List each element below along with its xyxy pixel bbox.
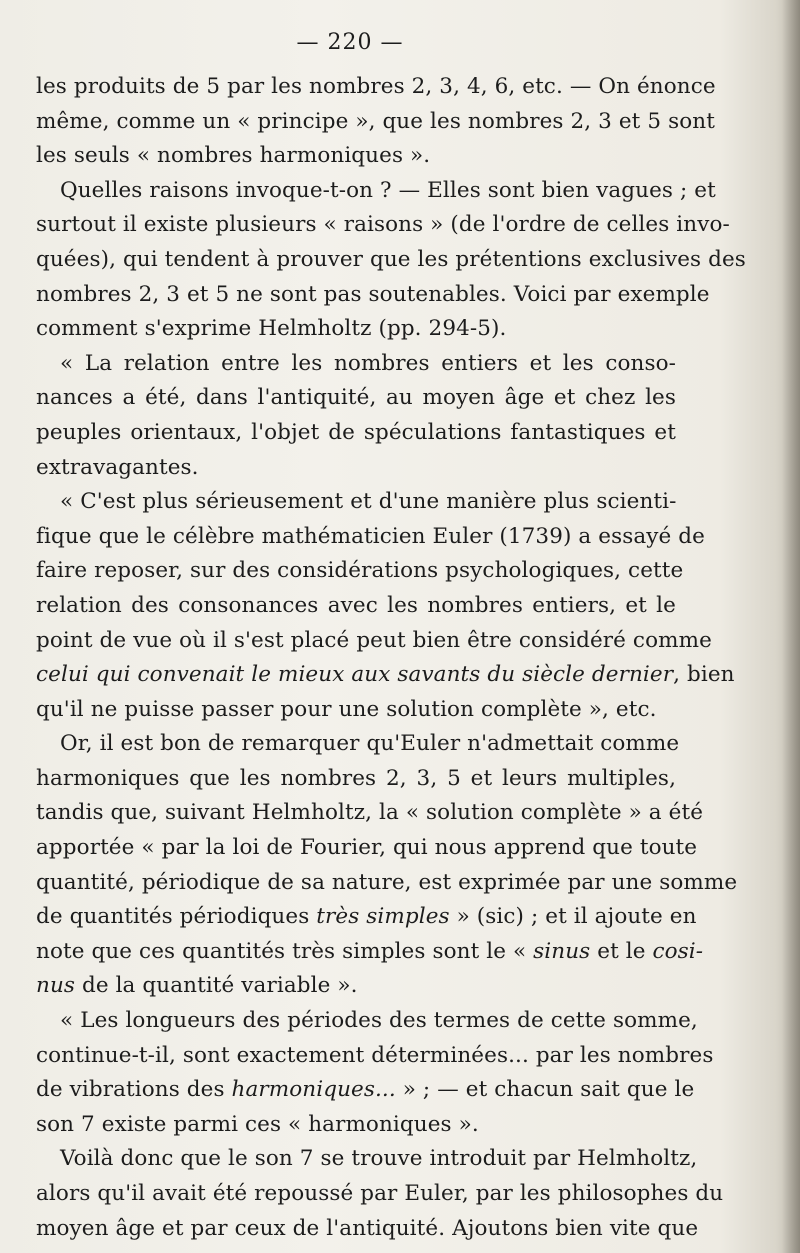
text-segment: de quantités périodiques xyxy=(36,904,317,930)
text-line xyxy=(36,935,704,970)
italic-segment: cosi- xyxy=(652,938,704,964)
italic-segment: nus xyxy=(36,973,76,999)
text-segment: » ; — et chacun sait que le xyxy=(395,1077,695,1103)
italic-segment: celui qui convenait le mieux aux savants du siècle dernier xyxy=(36,662,674,688)
text-line xyxy=(36,658,735,693)
text-line: harmoniques que les nombres 2, 3, 5 et leurs multiples, xyxy=(36,765,676,791)
text-line: quantité, périodique de sa nature, est exprimée par une somme xyxy=(36,869,738,895)
text-line: alors qu'il avait été repoussé par Euler, par les philosophes du xyxy=(36,1181,724,1206)
body-text xyxy=(36,70,746,1246)
text-line: relation des consonances avec les nombres entiers, et le xyxy=(36,592,676,618)
text-line: comment s'exprime Helmholtz (pp. 294-5). xyxy=(36,316,507,342)
text-segment: et le xyxy=(590,938,653,964)
text-line: point de vue où il s'est placé peut bien être considéré comme xyxy=(36,627,712,653)
text-segment: de vibrations des xyxy=(36,1077,232,1103)
text-line: les seuls « nombres harmoniques ». xyxy=(36,143,431,169)
text-line: même, comme un « principe », que les nombres 2, 3 et 5 sont xyxy=(36,108,715,134)
text-line: tandis que, suivant Helmholtz, la « solution complète » a été xyxy=(36,800,704,826)
text-line: « Les longueurs des périodes des termes de cette somme, xyxy=(60,1008,698,1034)
text-line: fique que le célèbre mathématicien Euler (1739) a essayé de xyxy=(36,523,705,549)
page-edge-shadow xyxy=(782,0,800,1253)
text-line: faire reposer, sur des considérations psychologiques, cette xyxy=(36,558,684,584)
text-line: « La relation entre les nombres entiers et les conso- xyxy=(60,350,676,376)
text-line: « C'est plus sérieusement et d'une manière plus scienti- xyxy=(60,489,677,515)
italic-segment: harmoniques... xyxy=(231,1077,396,1103)
italic-segment: très simples xyxy=(316,904,450,930)
text-line: extravagantes. xyxy=(36,454,199,480)
text-line: apportée « par la loi de Fourier, qui nous apprend que toute xyxy=(36,835,698,861)
text-line xyxy=(36,900,697,935)
text-line: quées), qui tendent à prouver que les prétentions exclusives des xyxy=(36,246,746,272)
text-segment: de la quantité variable ». xyxy=(75,973,358,999)
text-segment: , bien xyxy=(673,662,735,688)
text-line: Voilà donc que le son 7 se trouve introduit par Helmholtz, xyxy=(60,1146,698,1172)
text-line: Quelles raisons invoque-t-on ? — Elles sont bien vagues ; et xyxy=(60,177,716,203)
text-line: nombres 2, 3 et 5 ne sont pas soutenables. Voici par exemple xyxy=(36,281,710,307)
text-line xyxy=(36,1073,695,1108)
page-number: — 220 — xyxy=(296,30,404,55)
text-segment: note que ces quantités très simples sont le « xyxy=(36,938,534,964)
italic-segment: sinus xyxy=(533,938,591,964)
text-line: son 7 existe parmi ces « harmoniques ». xyxy=(36,1111,479,1137)
text-line: qu'il ne puisse passer pour une solution complète », etc. xyxy=(36,696,657,722)
text-line: nances a été, dans l'antiquité, au moyen âge et chez les xyxy=(36,385,676,411)
text-line: les produits de 5 par les nombres 2, 3, 4, 6, etc. — On énonce xyxy=(36,74,716,99)
text-line: Or, il est bon de remarquer qu'Euler n'admettait comme xyxy=(60,731,680,757)
text-line: continue-t-il, sont exactement déterminées... par les nombres xyxy=(36,1042,714,1068)
text-segment: » (sic) ; et il ajoute en xyxy=(449,904,697,930)
text-line: peuples orientaux, l'objet de spéculations fantastiques et xyxy=(36,419,676,445)
text-line xyxy=(36,969,676,1004)
text-line: surtout il existe plusieurs « raisons » (de l'ordre de celles invo- xyxy=(36,212,730,238)
text-line: moyen âge et par ceux de l'antiquité. Ajoutons bien vite que xyxy=(36,1215,699,1241)
